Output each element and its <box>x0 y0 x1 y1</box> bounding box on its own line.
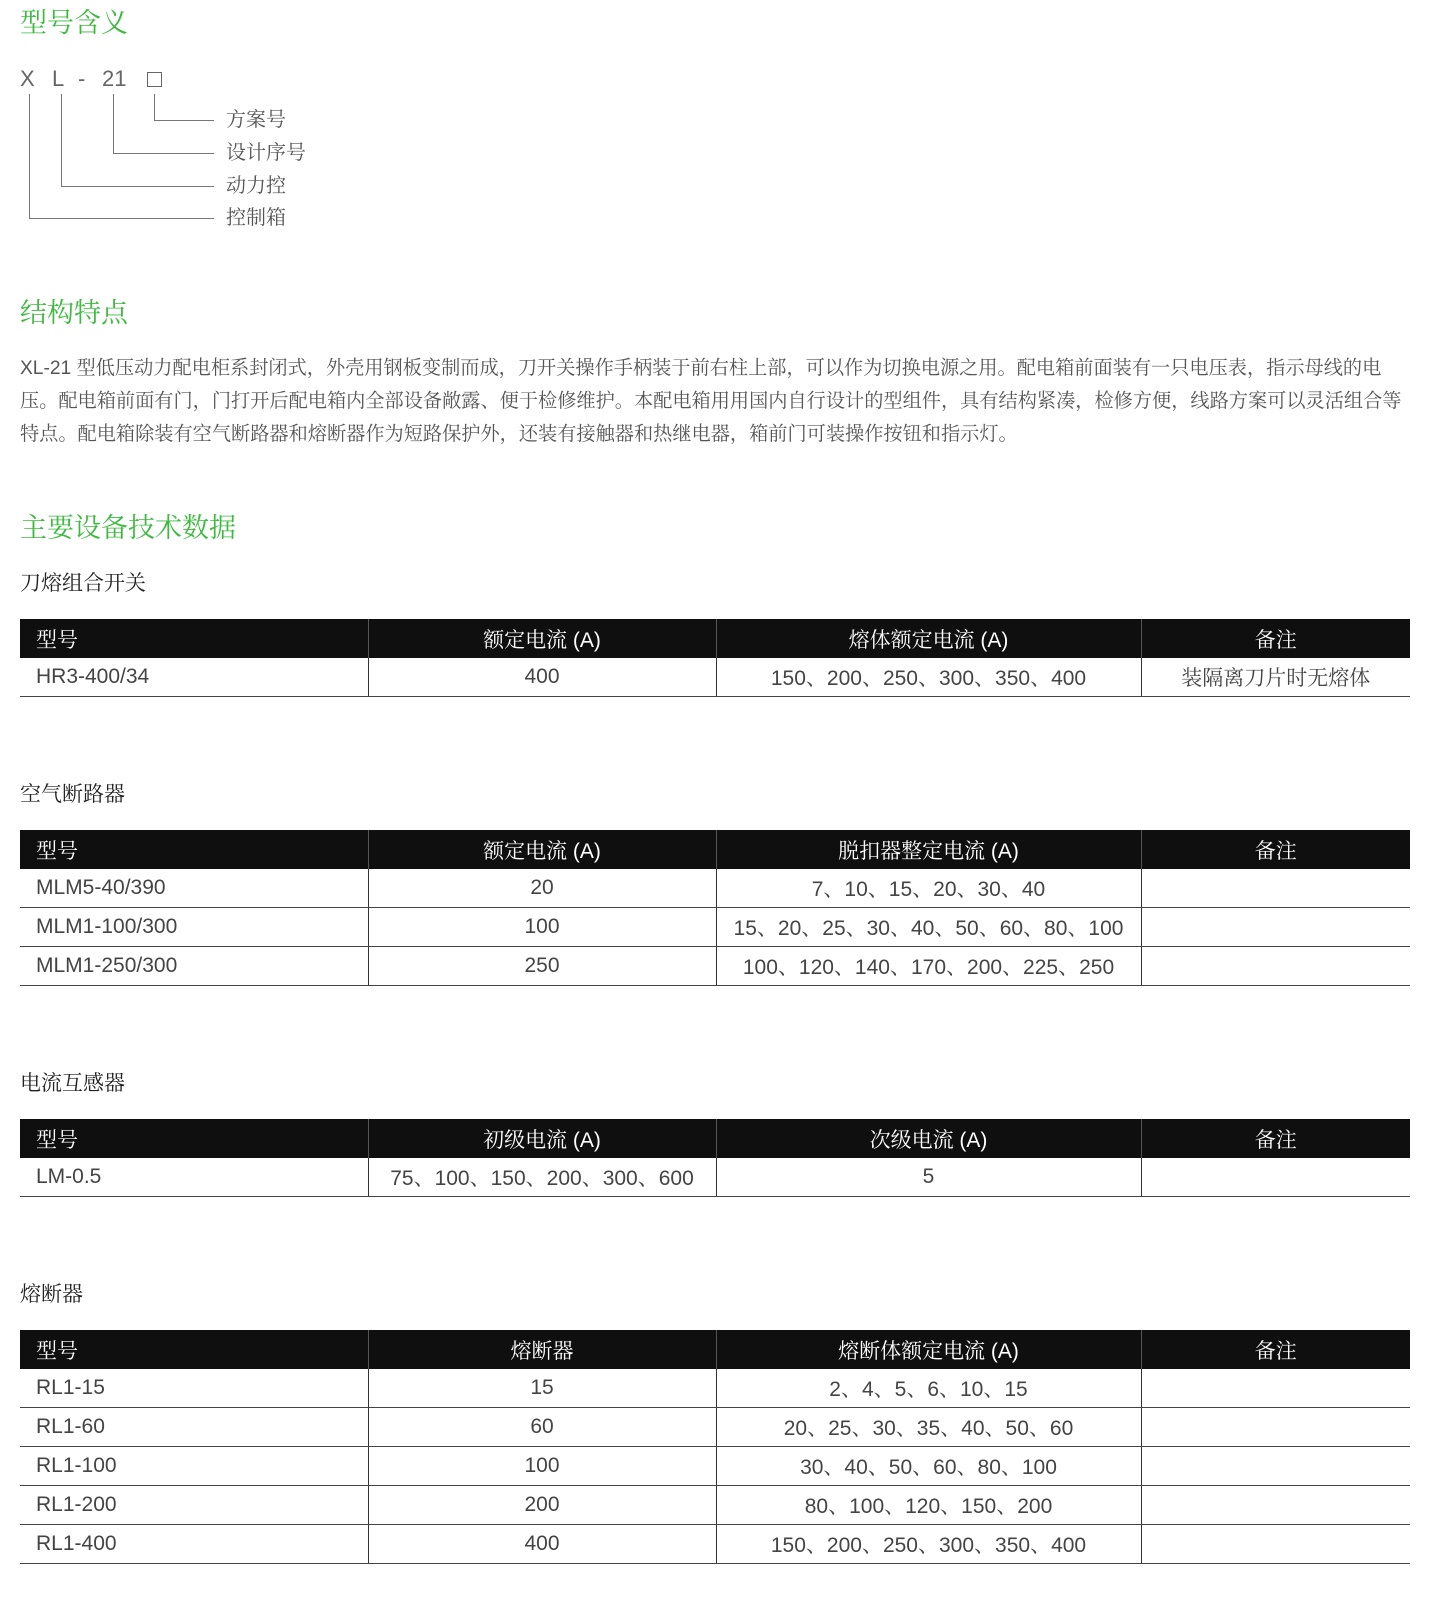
cell-remark <box>1141 1369 1410 1408</box>
table-title-air-breaker: 空气断路器 <box>20 783 125 806</box>
table-row <box>20 1369 1410 1408</box>
table-row <box>20 869 1410 908</box>
header-model: 型号 <box>20 830 368 869</box>
header-secondary-current: 次级电流 (A) <box>716 1119 1141 1158</box>
table-header-row <box>20 830 1410 869</box>
header-remark: 备注 <box>1141 619 1410 658</box>
table-row <box>20 1525 1410 1564</box>
header-rated-current: 额定电流 (A) <box>368 830 716 869</box>
cell-remark <box>1141 947 1410 986</box>
code-letter-x: X <box>20 66 35 91</box>
table-title-fuse: 熔断器 <box>20 1283 83 1306</box>
cell-model: RL1-100 <box>20 1447 368 1486</box>
cell-remark <box>1141 869 1410 908</box>
cell-secondary-current: 5 <box>716 1158 1141 1197</box>
cell-rated-current: 250 <box>368 947 716 986</box>
table-row <box>20 1158 1410 1197</box>
header-remark: 备注 <box>1141 1119 1410 1158</box>
cell-rated-current: 20 <box>368 869 716 908</box>
table-row <box>20 1486 1410 1525</box>
cell-remark <box>1141 1525 1410 1564</box>
header-fuse-rated-current: 熔体额定电流 (A) <box>716 619 1141 658</box>
table-row <box>20 947 1410 986</box>
section-title-model-meaning: 型号含义 <box>20 8 128 38</box>
bracket-line-box-h <box>29 218 214 219</box>
cell-trip-current: 15、20、25、30、40、50、60、80、100 <box>716 908 1141 947</box>
bracket-line-box <box>29 94 30 218</box>
cell-model: RL1-400 <box>20 1525 368 1564</box>
cell-fuse-link-current: 20、25、30、35、40、50、60 <box>716 1408 1141 1447</box>
cell-remark <box>1141 1158 1410 1197</box>
table-knife-fuse <box>20 619 1410 697</box>
header-model: 型号 <box>20 1119 368 1158</box>
table-header-row <box>20 1119 1410 1158</box>
cell-trip-current: 100、120、140、170、200、225、250 <box>716 947 1141 986</box>
cell-fuse-rated-current: 150、200、250、300、350、400 <box>716 658 1141 697</box>
cell-fuse-link-current: 150、200、250、300、350、400 <box>716 1525 1141 1564</box>
table-title-knife-fuse: 刀熔组合开关 <box>20 572 146 595</box>
bracket-line-scheme-h <box>154 120 214 121</box>
code-dash: - <box>78 66 86 91</box>
cell-remark <box>1141 908 1410 947</box>
table-row <box>20 908 1410 947</box>
table-air-breaker <box>20 830 1410 986</box>
cell-fuse: 400 <box>368 1525 716 1564</box>
label-design-serial: 设计序号 <box>226 142 306 164</box>
table-row <box>20 1408 1410 1447</box>
header-fuse-link-current: 熔断体额定电流 (A) <box>716 1330 1141 1369</box>
table-row <box>20 658 1410 697</box>
header-rated-current: 额定电流 (A) <box>368 619 716 658</box>
cell-fuse: 200 <box>368 1486 716 1525</box>
cell-model: MLM5-40/390 <box>20 869 368 908</box>
table-header-row <box>20 1330 1410 1369</box>
header-remark: 备注 <box>1141 1330 1410 1369</box>
header-primary-current: 初级电流 (A) <box>368 1119 716 1158</box>
cell-remark <box>1141 1486 1410 1525</box>
bracket-line-power-h <box>61 186 214 187</box>
cell-remark <box>1141 1447 1410 1486</box>
section-title-structure: 结构特点 <box>20 298 128 328</box>
table-fuse <box>20 1330 1410 1564</box>
cell-fuse-link-current: 2、4、5、6、10、15 <box>716 1369 1141 1408</box>
cell-rated-current: 400 <box>368 658 716 697</box>
cell-rated-current: 100 <box>368 908 716 947</box>
cell-fuse: 60 <box>368 1408 716 1447</box>
header-model: 型号 <box>20 619 368 658</box>
table-header-row <box>20 619 1410 658</box>
header-remark: 备注 <box>1141 830 1410 869</box>
cell-model: MLM1-250/300 <box>20 947 368 986</box>
cell-remark <box>1141 1408 1410 1447</box>
table-title-current-transformer: 电流互感器 <box>20 1072 125 1095</box>
structure-description: XL-21 型低压动力配电柜系封闭式，外壳用钢板变制而成，刀开关操作手柄装于前右柱上部，可以作为切换电源之用。配电箱前面装有一只电压表，指示母线的电压。配电箱前面有门，门打开后配电箱内全部设备敞露、便于检修维护。本配电箱用用国内自行设计的型组件，具有结构紧凑，检修方便，线路方案可以灵活组合等特点。配电箱除装有空气断路器和熔断器作为短路保护外，还装有接触器和热继电器，箱前门可装操作按钮和指示灯。 <box>20 358 1402 445</box>
label-control-box: 控制箱 <box>226 207 286 229</box>
header-model: 型号 <box>20 1330 368 1369</box>
cell-model: HR3-400/34 <box>20 658 368 697</box>
header-fuse: 熔断器 <box>368 1330 716 1369</box>
cell-fuse-link-current: 80、100、120、150、200 <box>716 1486 1141 1525</box>
table-current-transformer <box>20 1119 1410 1197</box>
section-title-equipment: 主要设备技术数据 <box>20 513 236 543</box>
bracket-line-design-h <box>113 153 214 154</box>
cell-trip-current: 7、10、15、20、30、40 <box>716 869 1141 908</box>
bracket-line-scheme <box>154 94 155 120</box>
bracket-line-power <box>61 94 62 186</box>
cell-fuse-link-current: 30、40、50、60、80、100 <box>716 1447 1141 1486</box>
cell-primary-current: 75、100、150、200、300、600 <box>368 1158 716 1197</box>
table-row <box>20 1447 1410 1486</box>
cell-remark: 装隔离刀片时无熔体 <box>1141 658 1410 697</box>
scheme-box-icon <box>147 72 162 87</box>
label-power-control: 动力控 <box>226 175 286 197</box>
cell-model: RL1-60 <box>20 1408 368 1447</box>
cell-fuse: 100 <box>368 1447 716 1486</box>
cell-model: RL1-200 <box>20 1486 368 1525</box>
code-letter-l: L <box>52 66 65 91</box>
cell-fuse: 15 <box>368 1369 716 1408</box>
cell-model: RL1-15 <box>20 1369 368 1408</box>
bracket-line-design <box>113 94 114 153</box>
label-scheme-number: 方案号 <box>226 109 286 131</box>
code-number: 21 <box>102 66 127 91</box>
cell-model: MLM1-100/300 <box>20 908 368 947</box>
header-trip-current: 脱扣器整定电流 (A) <box>716 830 1141 869</box>
cell-model: LM-0.5 <box>20 1158 368 1197</box>
